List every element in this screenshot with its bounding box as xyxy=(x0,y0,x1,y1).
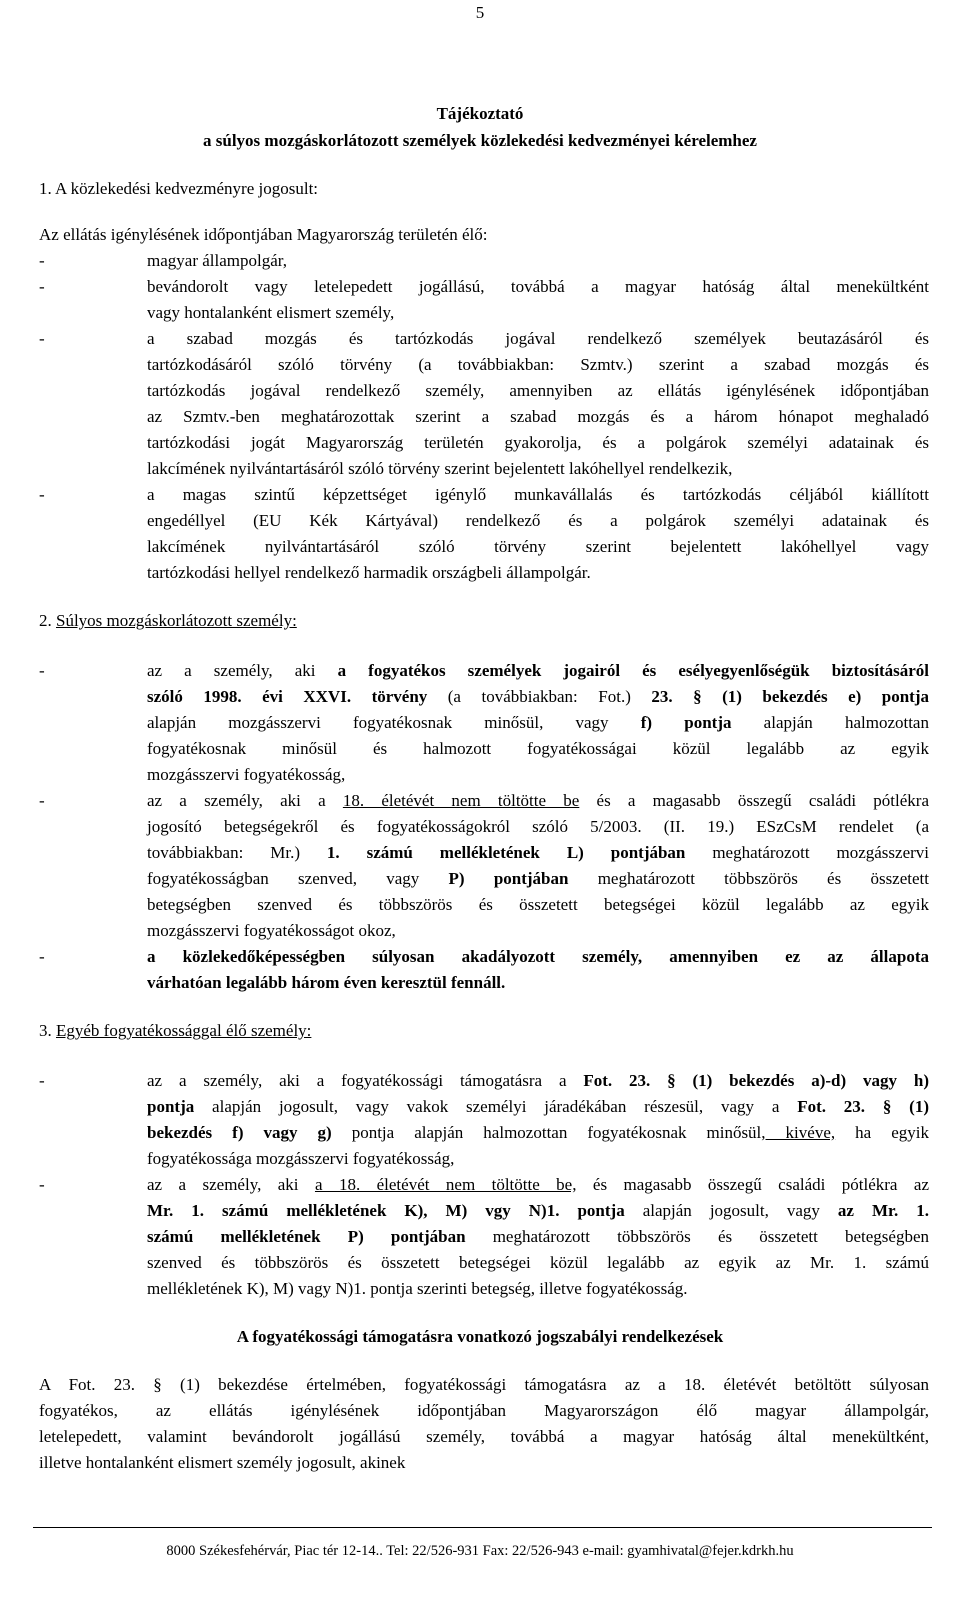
s2-bullet-1-line-5: mozgásszervi fogyatékosság, xyxy=(147,765,346,784)
legal-text-line-4: illetve hontalanként elismert személy jogosult, akinek xyxy=(39,1453,406,1472)
s3-bullet-2-line-2: Mr. 1. számú mellékletének K), M) vgy N)1. pontja alapján jogosult, vagy az Mr. 1. xyxy=(147,1201,930,1220)
s1-bullet-1: magyar állampolgár, xyxy=(147,251,287,270)
s2-bullet-2-line-3: továbbiakban: Mr.) 1. számú mellékletének L) pontjában meghatározott mozgásszervi xyxy=(147,843,930,862)
s1-bullet-2-line-1: bevándorolt vagy letelepedett jogállású, továbbá a magyar hatóság által menekültként xyxy=(147,277,929,296)
section-3-title: Egyéb fogyatékossággal élő személy: xyxy=(56,1021,312,1040)
s3-bullet-1-line-2: pontja alapján jogosult, vagy vakok személyi járadékában részesül, vagy a Fot. 23. § (1) xyxy=(147,1097,929,1116)
bullet-dash: - xyxy=(39,791,45,810)
s3-bullet-1-line-3: bekezdés f) vagy g) pontja alapján halmozottan fogyatékosnak minősül, kivéve, ha egyik xyxy=(147,1123,929,1142)
footer-contact: 8000 Székesfehérvár, Piac tér 12-14.. Tel: 22/526-931 Fax: 22/526-943 e-mail: gyamhivatal@fejer.kdrkh.hu xyxy=(166,1543,794,1559)
s1-bullet-3-line-1: a szabad mozgás és tartózkodás jogával rendelkező személyek beutazásáról és xyxy=(147,329,929,348)
section-2-heading xyxy=(39,608,297,635)
s3-bullet-2-line-5: mellékletének K), M) vagy N)1. pontja szerinti betegség, illetve fogyatékosság. xyxy=(147,1279,688,1298)
s3-bullet-1-line-1: az a személy, aki a fogyatékossági támogatásra a Fot. 23. § (1) bekezdés a)-d) vagy h) xyxy=(147,1071,929,1090)
footer-divider xyxy=(33,1527,932,1528)
bullet-dash: - xyxy=(39,947,45,966)
s1-bullet-3-line-6: lakcímének nyilvántartásáról szóló törvény szerint bejelentett lakóhellyel rendelkezik, xyxy=(147,459,733,478)
s3-bullet-2-line-3: számú mellékletének P) pontjában meghatározott többszörös és összetett betegségben xyxy=(147,1227,929,1246)
s1-bullet-4-line-1: a magas szintű képzettséget igénylő munkavállalás és tartózkodás céljából kiállított xyxy=(147,485,929,504)
document-subtitle: a súlyos mozgáskorlátozott személyek közlekedési kedvezményei kérelemhez xyxy=(203,131,757,150)
page-number: 5 xyxy=(475,3,485,22)
s2-bullet-2-line-2: jogosító betegségekről és fogyatékosságokról szóló 5/2003. (II. 19.) ESzCsM rendelet (a xyxy=(147,817,929,836)
bullet-dash: - xyxy=(39,277,45,296)
s1-bullet-3-line-3: tartózkodás jogával rendelkező személy, amennyiben az ellátás igénylésének időpontjában xyxy=(147,381,929,400)
bullet-dash: - xyxy=(39,661,45,680)
legal-text-line-3: letelepedett, valamint bevándorolt jogállású személy, továbbá a magyar hatóság által menekültként, xyxy=(39,1427,929,1446)
s2-bullet-2-line-4: fogyatékosságban szenved, vagy P) pontjában meghatározott többszörös és összetett xyxy=(147,869,929,888)
s2-bullet-2-line-5: betegségben szenved és többszörös és összetett betegségei közül legalább az egyik xyxy=(147,895,929,914)
section-2-number: 2. xyxy=(39,611,52,630)
document-title: Tájékoztató xyxy=(436,104,524,123)
legal-text-line-2: fogyatékos, az ellátás igénylésének időpontjában Magyarországon élő magyar állampolgár, xyxy=(39,1401,929,1420)
section-3-number: 3. xyxy=(39,1021,52,1040)
s1-bullet-3-line-4: az Szmtv.-ben meghatározottak szerint a szabad mozgás és a három hónapot meghaladó xyxy=(147,407,929,426)
s1-bullet-3-line-2: tartózkodásáról szóló törvény (a továbbiakban: Szmtv.) szerint a szabad mozgás és xyxy=(147,355,929,374)
legal-text-line-1: A Fot. 23. § (1) bekezdése értelmében, fogyatékossági támogatásra az a 18. életévét betöltött súlyosan xyxy=(39,1375,929,1394)
legal-provisions-heading: A fogyatékossági támogatásra vonatkozó jogszabályi rendelkezések xyxy=(236,1327,724,1346)
bullet-dash: - xyxy=(39,329,45,348)
s2-bullet-1-line-4: fogyatékosnak minősül és halmozott fogyatékosságai közül legalább az egyik xyxy=(147,739,929,758)
s2-bullet-3-line-1: a közlekedőképességben súlyosan akadályozott személy, amennyiben ez az állapota xyxy=(147,947,929,966)
section-2-title: Súlyos mozgáskorlátozott személy: xyxy=(56,611,297,630)
section-3-heading xyxy=(39,1018,311,1045)
s1-bullet-3-line-5: tartózkodási jogát Magyarország területén gyakorolja, és a polgárok személyi adatainak és xyxy=(147,433,929,452)
bullet-dash: - xyxy=(39,1071,45,1090)
s3-bullet-1-line-4: fogyatékossága mozgásszervi fogyatékosság, xyxy=(147,1149,455,1168)
bullet-dash: - xyxy=(39,251,45,270)
s2-bullet-1-line-2: szóló 1998. évi XXVI. törvény (a továbbiakban: Fot.) 23. § (1) bekezdés e) pontja xyxy=(147,687,929,706)
s1-bullet-4-line-2: engedéllyel (EU Kék Kártyával) rendelkező és a polgárok személyi adatainak és xyxy=(147,511,929,530)
s1-bullet-4-line-4: tartózkodási hellyel rendelkező harmadik országbeli állampolgár. xyxy=(147,563,591,582)
bullet-dash: - xyxy=(39,485,45,504)
s2-bullet-3-line-2: várhatóan legalább három éven keresztül fennáll. xyxy=(147,973,506,992)
s2-bullet-2-line-1: az a személy, aki a 18. életévét nem töltötte be és a magasabb összegű családi pótlékra xyxy=(147,791,930,810)
s3-bullet-2-line-4: szenved és többszörös és összetett betegségei közül legalább az egyik az Mr. 1. számú xyxy=(147,1253,929,1272)
s2-bullet-1-line-3: alapján mozgásszervi fogyatékosnak minősül, vagy f) pontja alapján halmozottan xyxy=(147,713,929,732)
s2-bullet-1-line-1: az a személy, aki a fogyatékos személyek jogairól és esélyegyenlőségük biztosításáról xyxy=(147,661,929,680)
s1-bullet-2-line-2: vagy hontalanként elismert személy, xyxy=(147,303,395,322)
s3-bullet-2-line-1: az a személy, aki a 18. életévét nem töltötte be, és magasabb összegű családi pótlékra az xyxy=(147,1175,929,1194)
s1-bullet-4-line-3: lakcímének nyilvántartásáról szóló törvény szerint bejelentett lakóhellyel vagy xyxy=(147,537,929,556)
s2-bullet-2-line-6: mozgásszervi fogyatékosságot okoz, xyxy=(147,921,396,940)
section-1-heading: 1. A közlekedési kedvezményre jogosult: xyxy=(39,179,319,198)
section-1-intro: Az ellátás igénylésének időpontjában Magyarország területén élő: xyxy=(39,225,488,244)
bullet-dash: - xyxy=(39,1175,45,1194)
